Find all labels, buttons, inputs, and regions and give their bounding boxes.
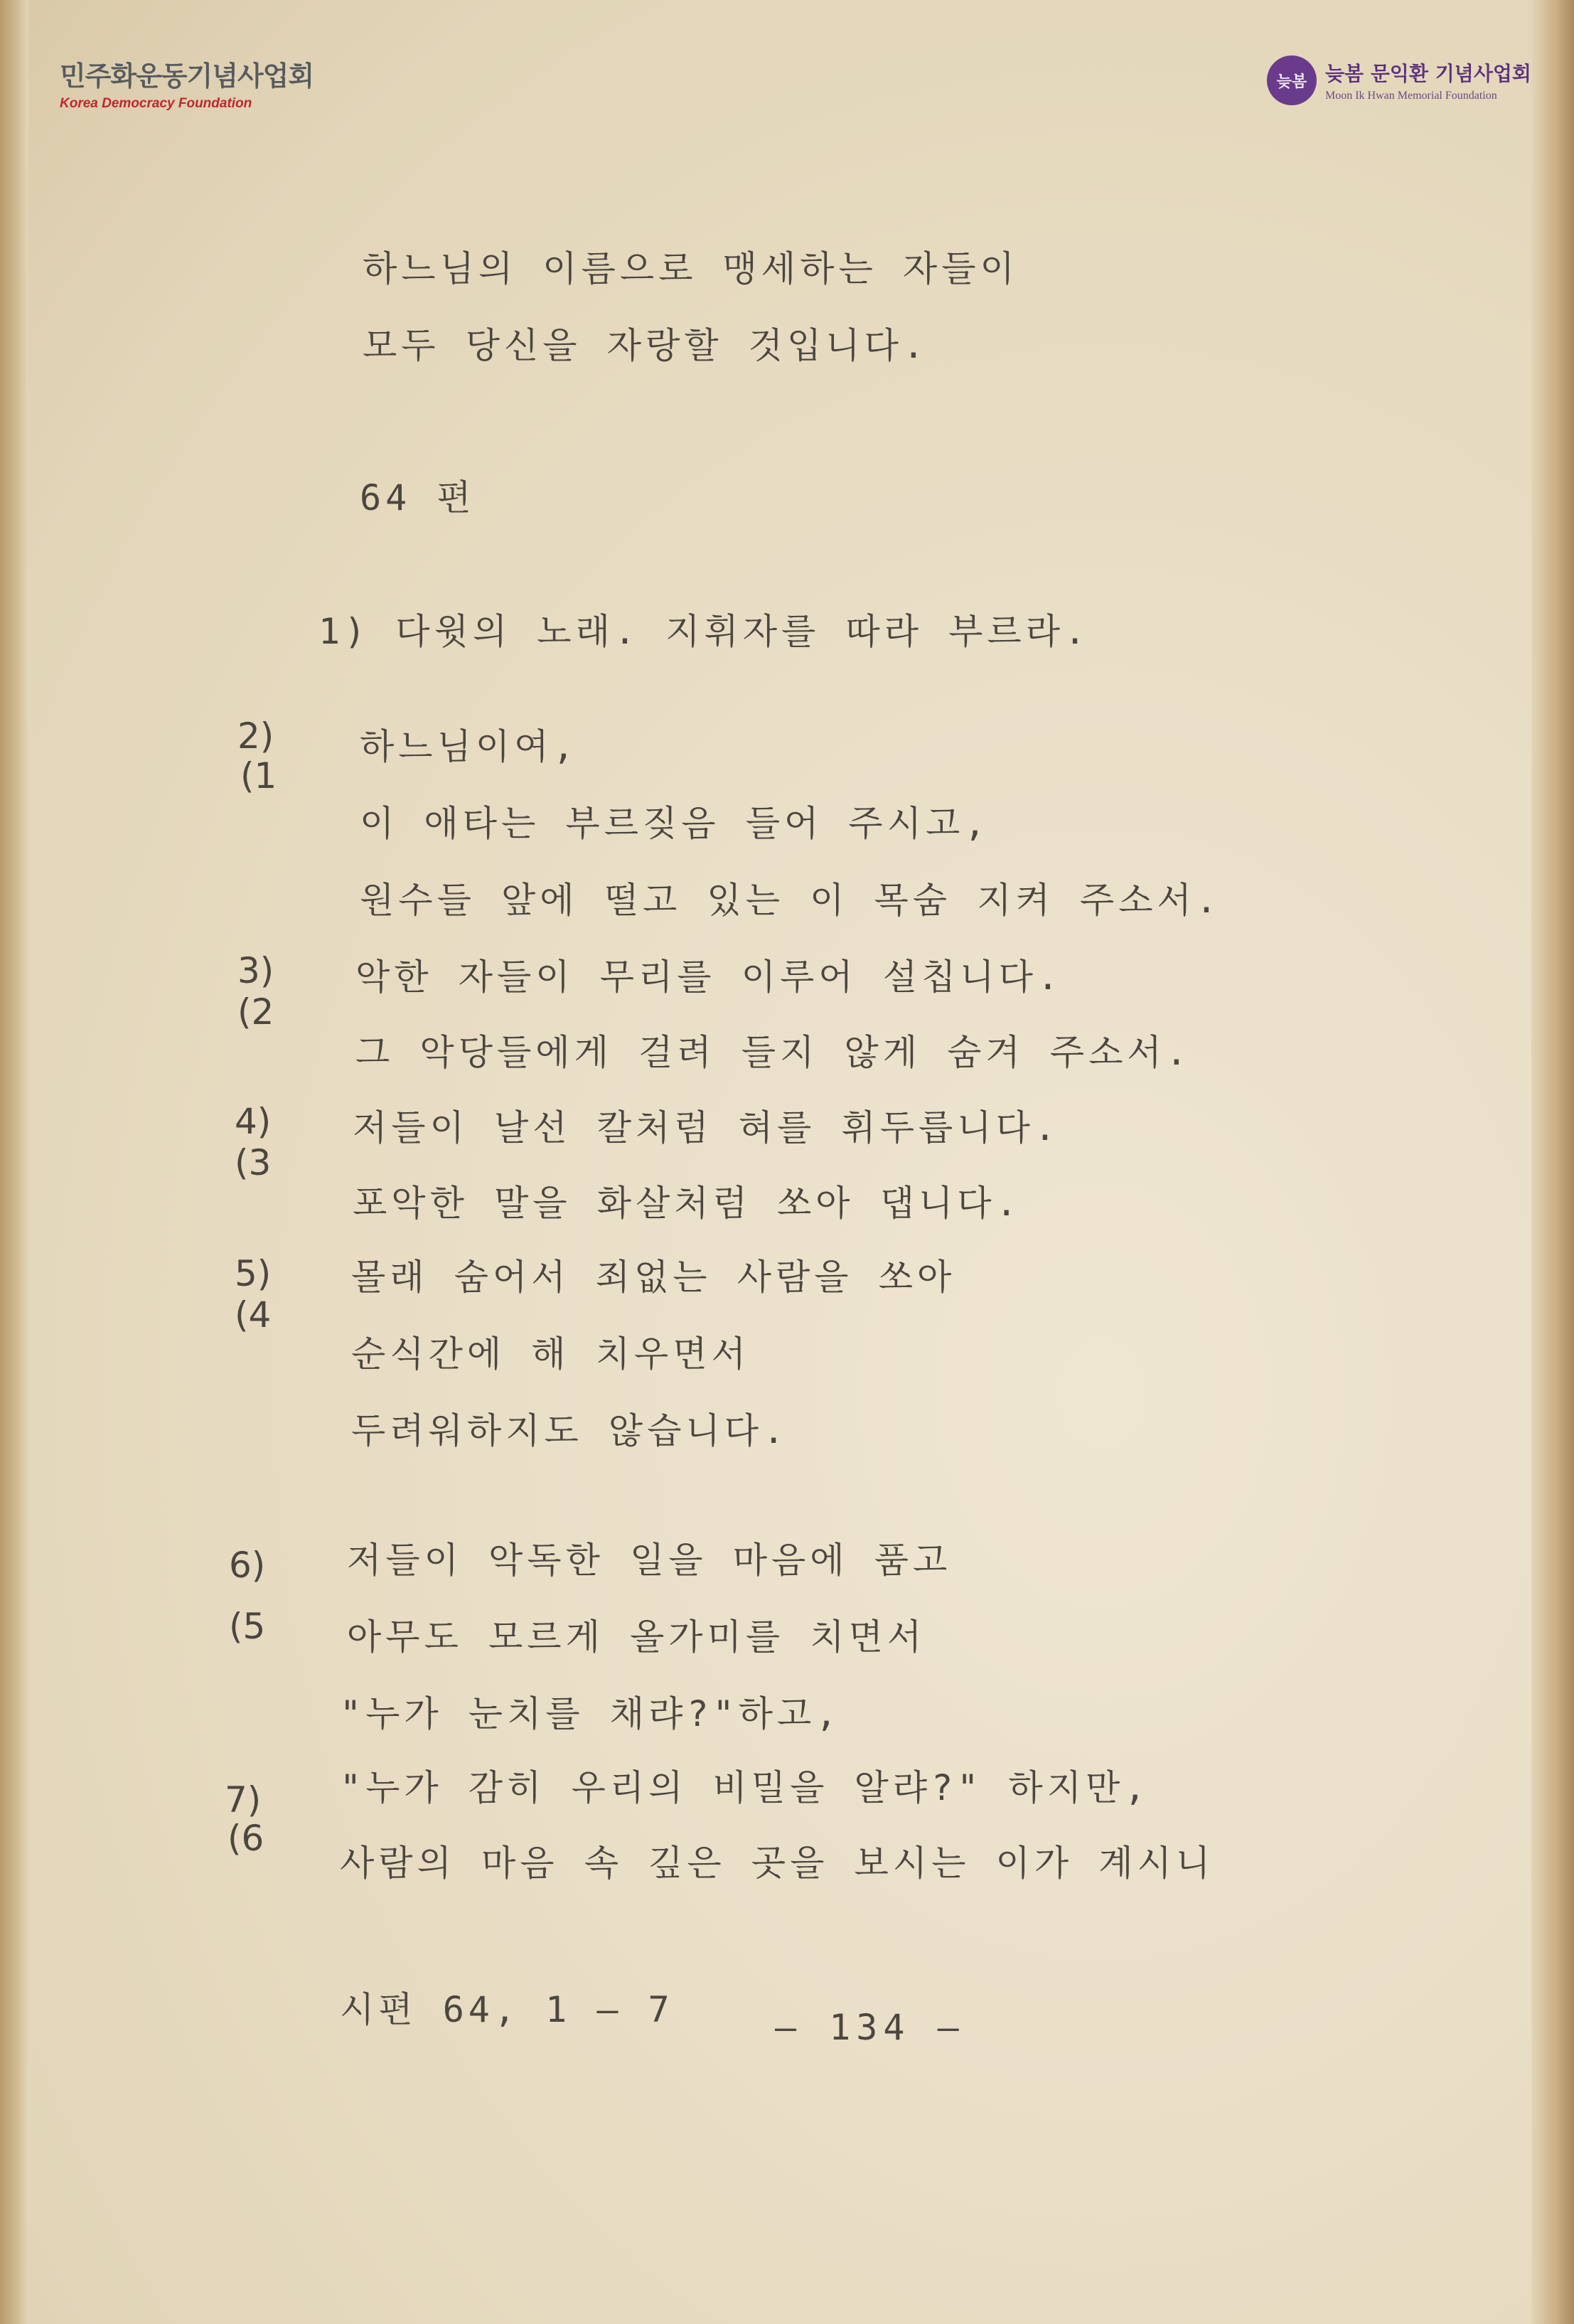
korea-democracy-foundation-logo: [60, 54, 314, 112]
psalm-title: 64 편: [360, 477, 476, 518]
text-line-10: 몰래 숨어서 죄없는 사람을 쏘아: [351, 1257, 956, 1298]
text-line-3: 하느님이여,: [360, 726, 579, 767]
moon-ik-hwan-foundation-logo: [1267, 55, 1531, 105]
verse-number-alt-3: (3: [235, 1142, 272, 1183]
right-logo-english: Moon Ik Hwan Memorial Foundation: [1325, 90, 1497, 102]
left-logo-english: Korea Democracy Foundation: [60, 96, 252, 111]
verse-number-alt-5: (5: [229, 1606, 266, 1647]
text-line-14: 아무도 모르게 올가미를 치면서: [347, 1616, 926, 1658]
text-line-13: 저들이 악독한 일을 마음에 품고: [347, 1540, 952, 1581]
text-line-1: 하느님의 이름으로 맹세하는 자들이: [363, 248, 1019, 289]
verse-number-alt-4: (4: [235, 1294, 272, 1336]
text-line-11: 순식간에 해 치우면서: [351, 1333, 750, 1375]
verse-number-4: 4): [235, 1101, 272, 1142]
page-right-edge: [1531, 0, 1574, 2324]
psalm-intro: 1) 다윗의 노래. 지휘자를 따라 부르라.: [318, 611, 1091, 652]
page-left-edge: [0, 0, 28, 2324]
text-line-15: "누가 눈치를 채랴?"하고,: [340, 1693, 842, 1734]
text-line-17: 사람의 마음 속 깊은 곳을 보시는 이가 계시니: [340, 1843, 1215, 1884]
verse-number-2: 2): [237, 715, 274, 757]
left-logo-korean: 민주화운동기념사업회: [60, 60, 314, 92]
verse-number-alt-1: (1: [240, 755, 277, 796]
text-line-4: 이 애타는 부르짖음 들어 주시고,: [360, 803, 990, 844]
verse-number-alt-2: (2: [237, 991, 274, 1033]
text-line-7: 그 악당들에게 걸려 들지 않게 숨겨 주소서.: [355, 1032, 1192, 1073]
text-line-9: 포악한 말을 화살처럼 쏘아 댑니다.: [353, 1183, 1022, 1224]
verse-number-7: 7): [225, 1779, 262, 1821]
neutbom-seal-icon: 늦봄: [1267, 55, 1317, 105]
text-line-2: 모두 당신을 자랑할 것입니다.: [363, 325, 929, 366]
right-logo-korean: 늦봄 문익환 기념사업회: [1325, 62, 1531, 85]
verse-number-5: 5): [235, 1253, 272, 1294]
scripture-citation: 시편 64, 1 — 7: [340, 1989, 674, 2030]
text-line-16: "누가 감히 우리의 비밀을 알랴?" 하지만,: [340, 1767, 1150, 1808]
page-number: — 134 —: [775, 2007, 965, 2048]
verse-number-6: 6): [229, 1545, 266, 1586]
text-line-5: 원수들 앞에 떨고 있는 이 목숨 지켜 주소서.: [360, 880, 1221, 921]
text-line-6: 악한 자들이 무리를 이루어 설칩니다.: [355, 956, 1064, 998]
verse-number-3: 3): [237, 950, 274, 991]
verse-number-alt-6: (6: [227, 1818, 264, 1859]
text-line-12: 두려워하지도 않습니다.: [351, 1410, 789, 1451]
text-line-8: 저들이 날선 칼처럼 혀를 휘두릅니다.: [353, 1107, 1061, 1148]
